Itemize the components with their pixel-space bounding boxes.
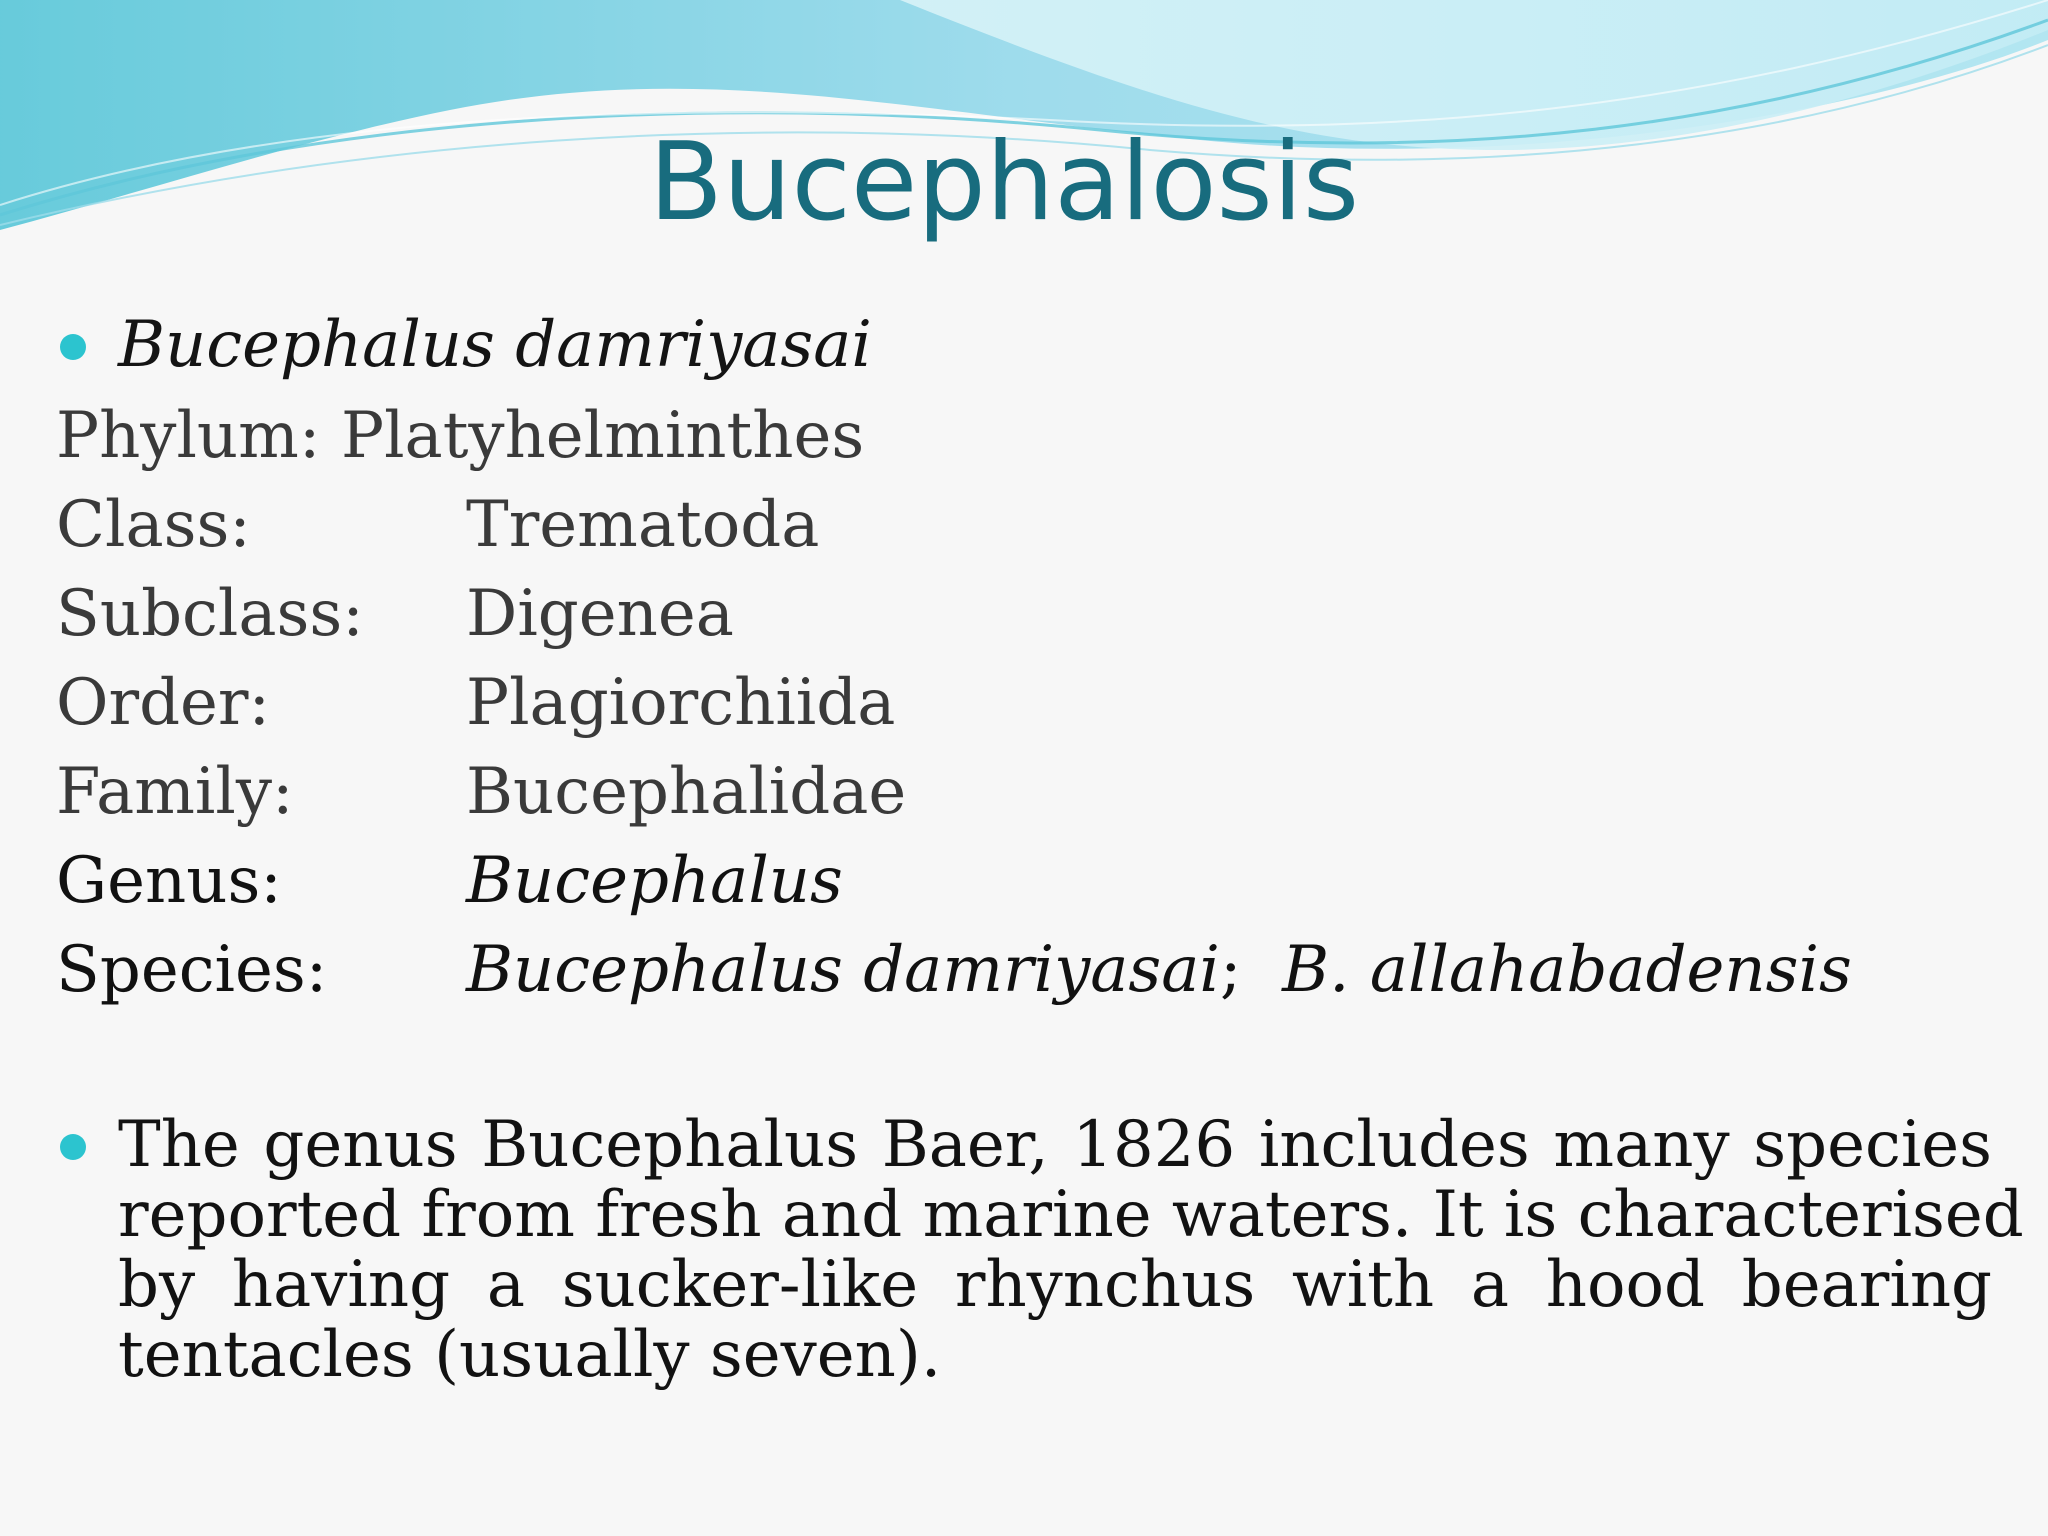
taxonomy-value: Plagiorchiida bbox=[466, 666, 896, 740]
species-name-1: Bucephalus damriyasai bbox=[466, 933, 1220, 1007]
taxonomy-value: Bucephalidae bbox=[466, 755, 907, 829]
taxonomy-label: Subclass: bbox=[56, 577, 364, 651]
taxonomy-label: Class: bbox=[56, 488, 251, 562]
taxonomy-value: Trematoda bbox=[466, 488, 820, 562]
species-separator: ; bbox=[1219, 933, 1242, 1007]
paragraph-line: by having a sucker-like rhynchus with a hood bearing bbox=[118, 1248, 1992, 1322]
taxonomy-value bbox=[466, 926, 1852, 1014]
paragraph-line: tentacles (usually seven). bbox=[118, 1318, 942, 1392]
bullet-icon bbox=[60, 1134, 86, 1160]
taxonomy-label: Phylum: bbox=[56, 399, 321, 473]
species-name-2: B. allahabadensis bbox=[1282, 933, 1852, 1007]
taxonomy-label: Genus: bbox=[56, 844, 282, 918]
taxonomy-label: Order: bbox=[56, 666, 271, 740]
species-heading: Bucephalus damriyasai bbox=[118, 308, 872, 382]
paragraph-line: reported from fresh and marine waters. It is characterised bbox=[118, 1178, 2024, 1252]
taxonomy-value: Bucephalus bbox=[466, 844, 843, 918]
taxonomy-value: Digenea bbox=[466, 577, 734, 651]
taxonomy-label: Species: bbox=[56, 933, 328, 1007]
slide-title-text: Bucephalosis bbox=[648, 120, 1360, 245]
slide-title bbox=[0, 118, 2048, 248]
description-paragraph bbox=[118, 1108, 2024, 1392]
bullet-icon bbox=[60, 334, 86, 360]
paragraph-line: The genus Bucephalus Baer, 1826 includes many species bbox=[118, 1108, 1992, 1182]
taxonomy-value: Platyhelminthes bbox=[341, 399, 865, 473]
taxonomy-label: Family: bbox=[56, 755, 294, 829]
